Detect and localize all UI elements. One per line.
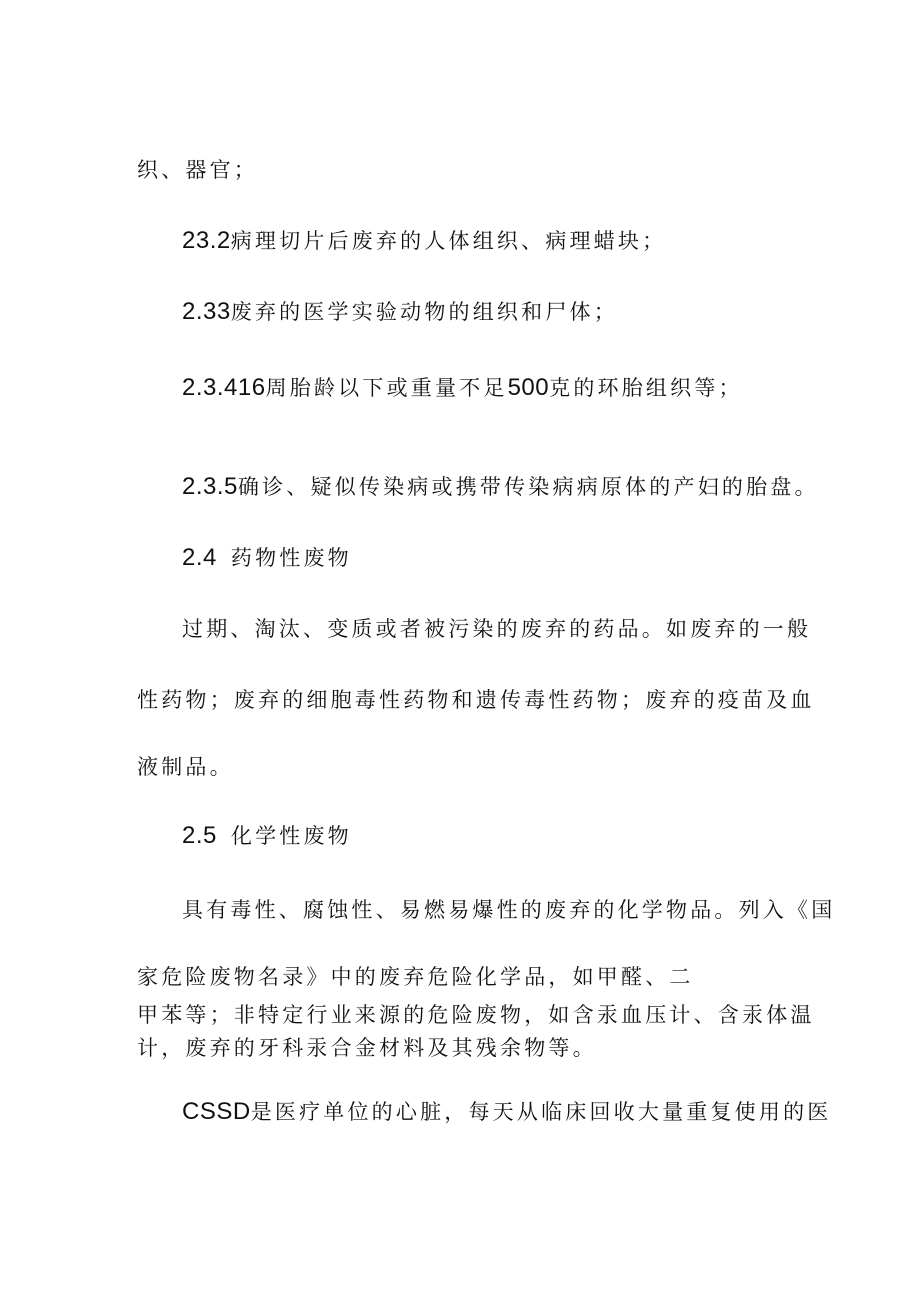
line-text: 具有毒性、腐蚀性、易燃易爆性的废弃的化学物品。列入《国 bbox=[182, 898, 836, 922]
acronym-cssd: CSSD bbox=[182, 1098, 251, 1125]
paragraph-line-7 bbox=[182, 614, 811, 644]
item-2-3-4 bbox=[182, 373, 743, 403]
item-number: 2.3.5 bbox=[182, 473, 238, 500]
section-title: 化学性废物 bbox=[230, 824, 352, 848]
item-text-end: 克的环胎组织等； bbox=[549, 376, 743, 400]
item-number: 23.2 bbox=[182, 227, 231, 254]
paragraph-line-1 bbox=[137, 155, 258, 185]
line-text: 织、器官； bbox=[137, 158, 258, 182]
item-2-3-2 bbox=[182, 226, 666, 256]
item-text: 病理切片后废弃的人体组织、病理蜡块； bbox=[230, 229, 667, 253]
paragraph-line-9 bbox=[137, 752, 234, 782]
paragraph-line-8 bbox=[137, 685, 815, 715]
section-title: 药物性废物 bbox=[230, 546, 352, 570]
item-2-3-3 bbox=[182, 297, 618, 327]
item-text: 周胎龄以下或重量不足 bbox=[265, 376, 508, 400]
paragraph-line-13 bbox=[137, 1000, 815, 1030]
line-text: 家危险废物名录》中的废弃危险化学品，如甲醛、二 bbox=[137, 965, 694, 989]
section-number: 2.5 bbox=[182, 822, 217, 849]
item-weight-number: 500 bbox=[507, 374, 550, 401]
paragraph-line-15 bbox=[182, 1097, 832, 1127]
line-text: 甲苯等；非特定行业来源的危险废物，如含汞血压计、含汞体温 bbox=[137, 1003, 815, 1027]
paragraph-line-12 bbox=[137, 962, 694, 992]
line-text: 是医疗单位的心脏，每天从临床回收大量重复使用的医 bbox=[250, 1100, 832, 1124]
item-text: 废弃的医学实验动物的组织和尸体； bbox=[230, 300, 618, 324]
line-text: 计，废弃的牙科汞合金材料及其残余物等。 bbox=[137, 1036, 597, 1060]
line-text: 性药物；废弃的细胞毒性药物和遗传毒性药物；废弃的疫苗及血 bbox=[137, 688, 815, 712]
section-heading-2-4 bbox=[182, 543, 352, 573]
item-text: 确诊、疑似传染病或携带传染病病原体的产妇的胎盘。 bbox=[237, 475, 819, 499]
section-number: 2.4 bbox=[182, 544, 217, 571]
item-number: 2.3.416 bbox=[182, 374, 266, 401]
line-text: 过期、淘汰、变质或者被污染的废弃的药品。如废弃的一般 bbox=[182, 617, 812, 641]
section-heading-2-5 bbox=[182, 821, 352, 851]
item-2-3-5 bbox=[182, 472, 819, 502]
item-number: 2.33 bbox=[182, 298, 231, 325]
paragraph-line-11 bbox=[182, 895, 835, 925]
paragraph-line-14 bbox=[137, 1033, 597, 1063]
line-text: 液制品。 bbox=[137, 755, 234, 779]
